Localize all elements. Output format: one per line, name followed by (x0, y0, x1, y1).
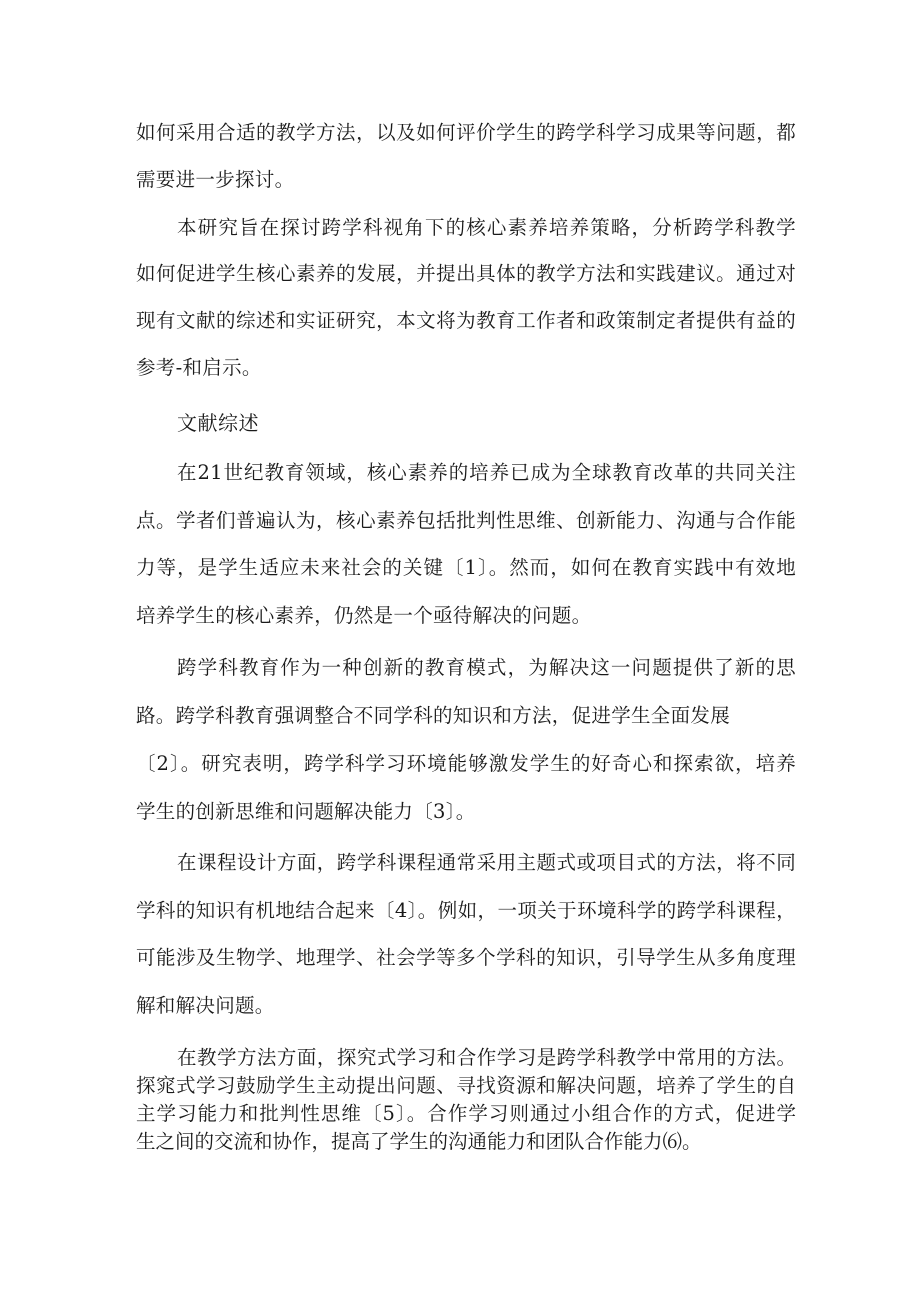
paragraph-line: 本研究旨在探讨跨学科视角下的核心素养培养策略，分析跨学科教学 (177, 216, 796, 239)
paragraph-line: 解和解决问题。 (136, 994, 275, 1017)
section-heading: 文献综述 (177, 411, 259, 435)
paragraph-line: 需要进一步探讨。 (136, 168, 295, 191)
paragraph-line: 点。学者们普遍认为，核心素养包括批判性思维、创新能力、沟通与合作能 (136, 509, 796, 532)
paragraph-line: 主学习能力和批判性思维〔5〕。合作学习则通过小组合作的方式，促进学 (136, 1102, 796, 1125)
paragraph-line: 〔2〕。研究表明，跨学科学习环境能够激发学生的好奇心和探索欲，培养 (136, 752, 796, 775)
paragraph-line: 在21世纪教育领域，核心素养的培养已成为全球教育改革的共同关注 (177, 461, 796, 484)
paragraph-line: 学生的创新思维和问题解决能力〔3〕。 (136, 800, 476, 823)
paragraph-line: 如何促进学生核心素养的发展，并提出具体的教学方法和实践建议。通过对 (136, 262, 796, 285)
paragraph-line: 在课程设计方面，跨学科课程通常采用主题式或项目式的方法，将不同 (177, 851, 796, 874)
paragraph-line: 力等，是学生适应未来社会的关键〔1〕。然而，如何在教育实践中有效地 (136, 556, 796, 579)
paragraph-line: 在教学方法方面，探究式学习和合作学习是跨学科教学中常用的方法。 (177, 1046, 796, 1069)
paragraph-line: 如何采用合适的教学方法，以及如何评价学生的跨学科学习成果等问题，都 (136, 121, 796, 144)
paragraph-line: 学科的知识有机地结合起来〔4〕。例如，一项关于环境科学的跨学科课程， (136, 899, 796, 922)
paragraph-line: 参考-和启示。 (136, 356, 262, 379)
paragraph-line: 生之间的交流和协作，提高了学生的沟通能力和团队合作能力⑹。 (136, 1130, 702, 1153)
paragraph-line: 现有文献的综述和实证研究，本文将为教育工作者和政策制定者提供有益的 (136, 309, 796, 332)
paragraph-line: 探窕式学习鼓励学生主动提出问题、寻找资源和解决问题，培养了学生的自 (136, 1074, 796, 1097)
paragraph-line: 路。跨学科教育强调整合不同学科的知识和方法，促进学生全面发展 (136, 704, 731, 727)
paragraph-line: 可能涉及生物学、地理学、社会学等多个学科的知识，引导学生从多角度理 (136, 946, 796, 969)
paragraph-line: 跨学科教育作为一种创新的教育模式，为解决这一问题提供了新的思 (177, 656, 796, 679)
paragraph-line: 培养学生的核心素养，仍然是一个亟待解决的问题。 (136, 604, 592, 627)
